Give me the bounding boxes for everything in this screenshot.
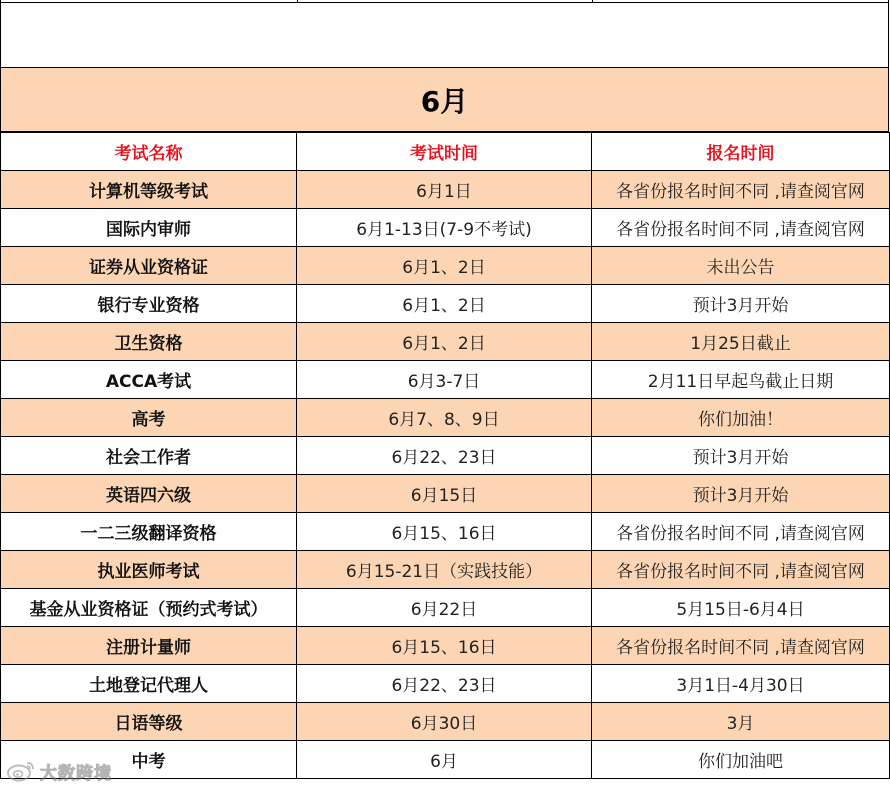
registration-time-cell: 你们加油！ — [592, 399, 890, 437]
exam-time-cell: 6月22、23日 — [297, 665, 592, 703]
registration-time-cell: 预计3月开始 — [592, 437, 890, 475]
table-row — [1, 551, 890, 589]
exam-name-cell: 基金从业资格证（预约式考试） — [1, 589, 297, 627]
month-title: 6月 — [0, 67, 889, 132]
table-row — [1, 475, 890, 513]
header-exam-name: 考试名称 — [1, 133, 297, 171]
watermark — [6, 758, 112, 784]
exam-schedule-table — [0, 132, 890, 779]
exam-name-cell: 一二三级翻译资格 — [1, 513, 297, 551]
exam-time-cell: 6月15日 — [297, 475, 592, 513]
table-row — [1, 627, 890, 665]
table-row — [1, 285, 890, 323]
watermark-text: 大数跨境 — [40, 763, 112, 784]
table-row — [1, 437, 890, 475]
exam-time-cell: 6月22日 — [297, 589, 592, 627]
table-row — [1, 703, 890, 741]
exam-name-cell: 日语等级 — [1, 703, 297, 741]
exam-name-cell: 计算机等级考试 — [1, 171, 297, 209]
exam-name-cell: 中考 — [1, 741, 297, 779]
table-row — [1, 589, 890, 627]
exam-name-cell: 执业医师考试 — [1, 551, 297, 589]
registration-time-cell: 未出公告 — [592, 247, 890, 285]
table-row — [1, 665, 890, 703]
table-row — [1, 171, 890, 209]
exam-name-cell: 社会工作者 — [1, 437, 297, 475]
exam-time-cell: 6月15、16日 — [297, 513, 592, 551]
registration-time-cell: 5月15日-6月4日 — [592, 589, 890, 627]
table-row — [1, 399, 890, 437]
header-registration-time: 报名时间 — [592, 133, 890, 171]
registration-time-cell: 2月11日早起鸟截止日期 — [592, 361, 890, 399]
registration-time-cell: 各省份报名时间不同 ,请查阅官网 — [592, 513, 890, 551]
table-row — [1, 323, 890, 361]
table-row — [1, 247, 890, 285]
exam-name-cell: ACCA考试 — [1, 361, 297, 399]
registration-time-cell: 各省份报名时间不同 ,请查阅官网 — [592, 209, 890, 247]
registration-time-cell: 各省份报名时间不同 ,请查阅官网 — [592, 551, 890, 589]
blank-spacer-row — [0, 2, 889, 67]
table-header-row — [1, 133, 890, 171]
exam-time-cell: 6月15-21日（实践技能） — [297, 551, 592, 589]
exam-name-cell: 国际内审师 — [1, 209, 297, 247]
table-row — [1, 209, 890, 247]
exam-time-cell: 6月1、2日 — [297, 247, 592, 285]
exam-name-cell: 土地登记代理人 — [1, 665, 297, 703]
registration-time-cell: 3月 — [592, 703, 890, 741]
registration-time-cell: 预计3月开始 — [592, 475, 890, 513]
exam-time-cell: 6月15、16日 — [297, 627, 592, 665]
table-row — [1, 513, 890, 551]
header-exam-time: 考试时间 — [297, 133, 592, 171]
exam-name-cell: 银行专业资格 — [1, 285, 297, 323]
exam-time-cell: 6月30日 — [297, 703, 592, 741]
exam-time-cell: 6月1、2日 — [297, 285, 592, 323]
exam-name-cell: 高考 — [1, 399, 297, 437]
exam-time-cell: 6月1-13日(7-9不考试) — [297, 209, 592, 247]
exam-time-cell: 6月1日 — [297, 171, 592, 209]
table-row — [1, 741, 890, 779]
exam-name-cell: 注册计量师 — [1, 627, 297, 665]
registration-time-cell: 各省份报名时间不同 ,请查阅官网 — [592, 627, 890, 665]
exam-name-cell: 英语四六级 — [1, 475, 297, 513]
registration-time-cell: 预计3月开始 — [592, 285, 890, 323]
registration-time-cell: 你们加油吧 — [592, 741, 890, 779]
exam-name-cell: 证券从业资格证 — [1, 247, 297, 285]
exam-time-cell: 6月3-7日 — [297, 361, 592, 399]
exam-time-cell: 6月22、23日 — [297, 437, 592, 475]
registration-time-cell: 各省份报名时间不同 ,请查阅官网 — [592, 171, 890, 209]
exam-name-cell: 卫生资格 — [1, 323, 297, 361]
registration-time-cell: 1月25日截止 — [592, 323, 890, 361]
exam-time-cell: 6月1、2日 — [297, 323, 592, 361]
weibo-logo-icon — [6, 760, 36, 782]
exam-time-cell: 6月 — [297, 741, 592, 779]
registration-time-cell: 3月1日-4月30日 — [592, 665, 890, 703]
exam-time-cell: 6月7、8、9日 — [297, 399, 592, 437]
table-row — [1, 361, 890, 399]
